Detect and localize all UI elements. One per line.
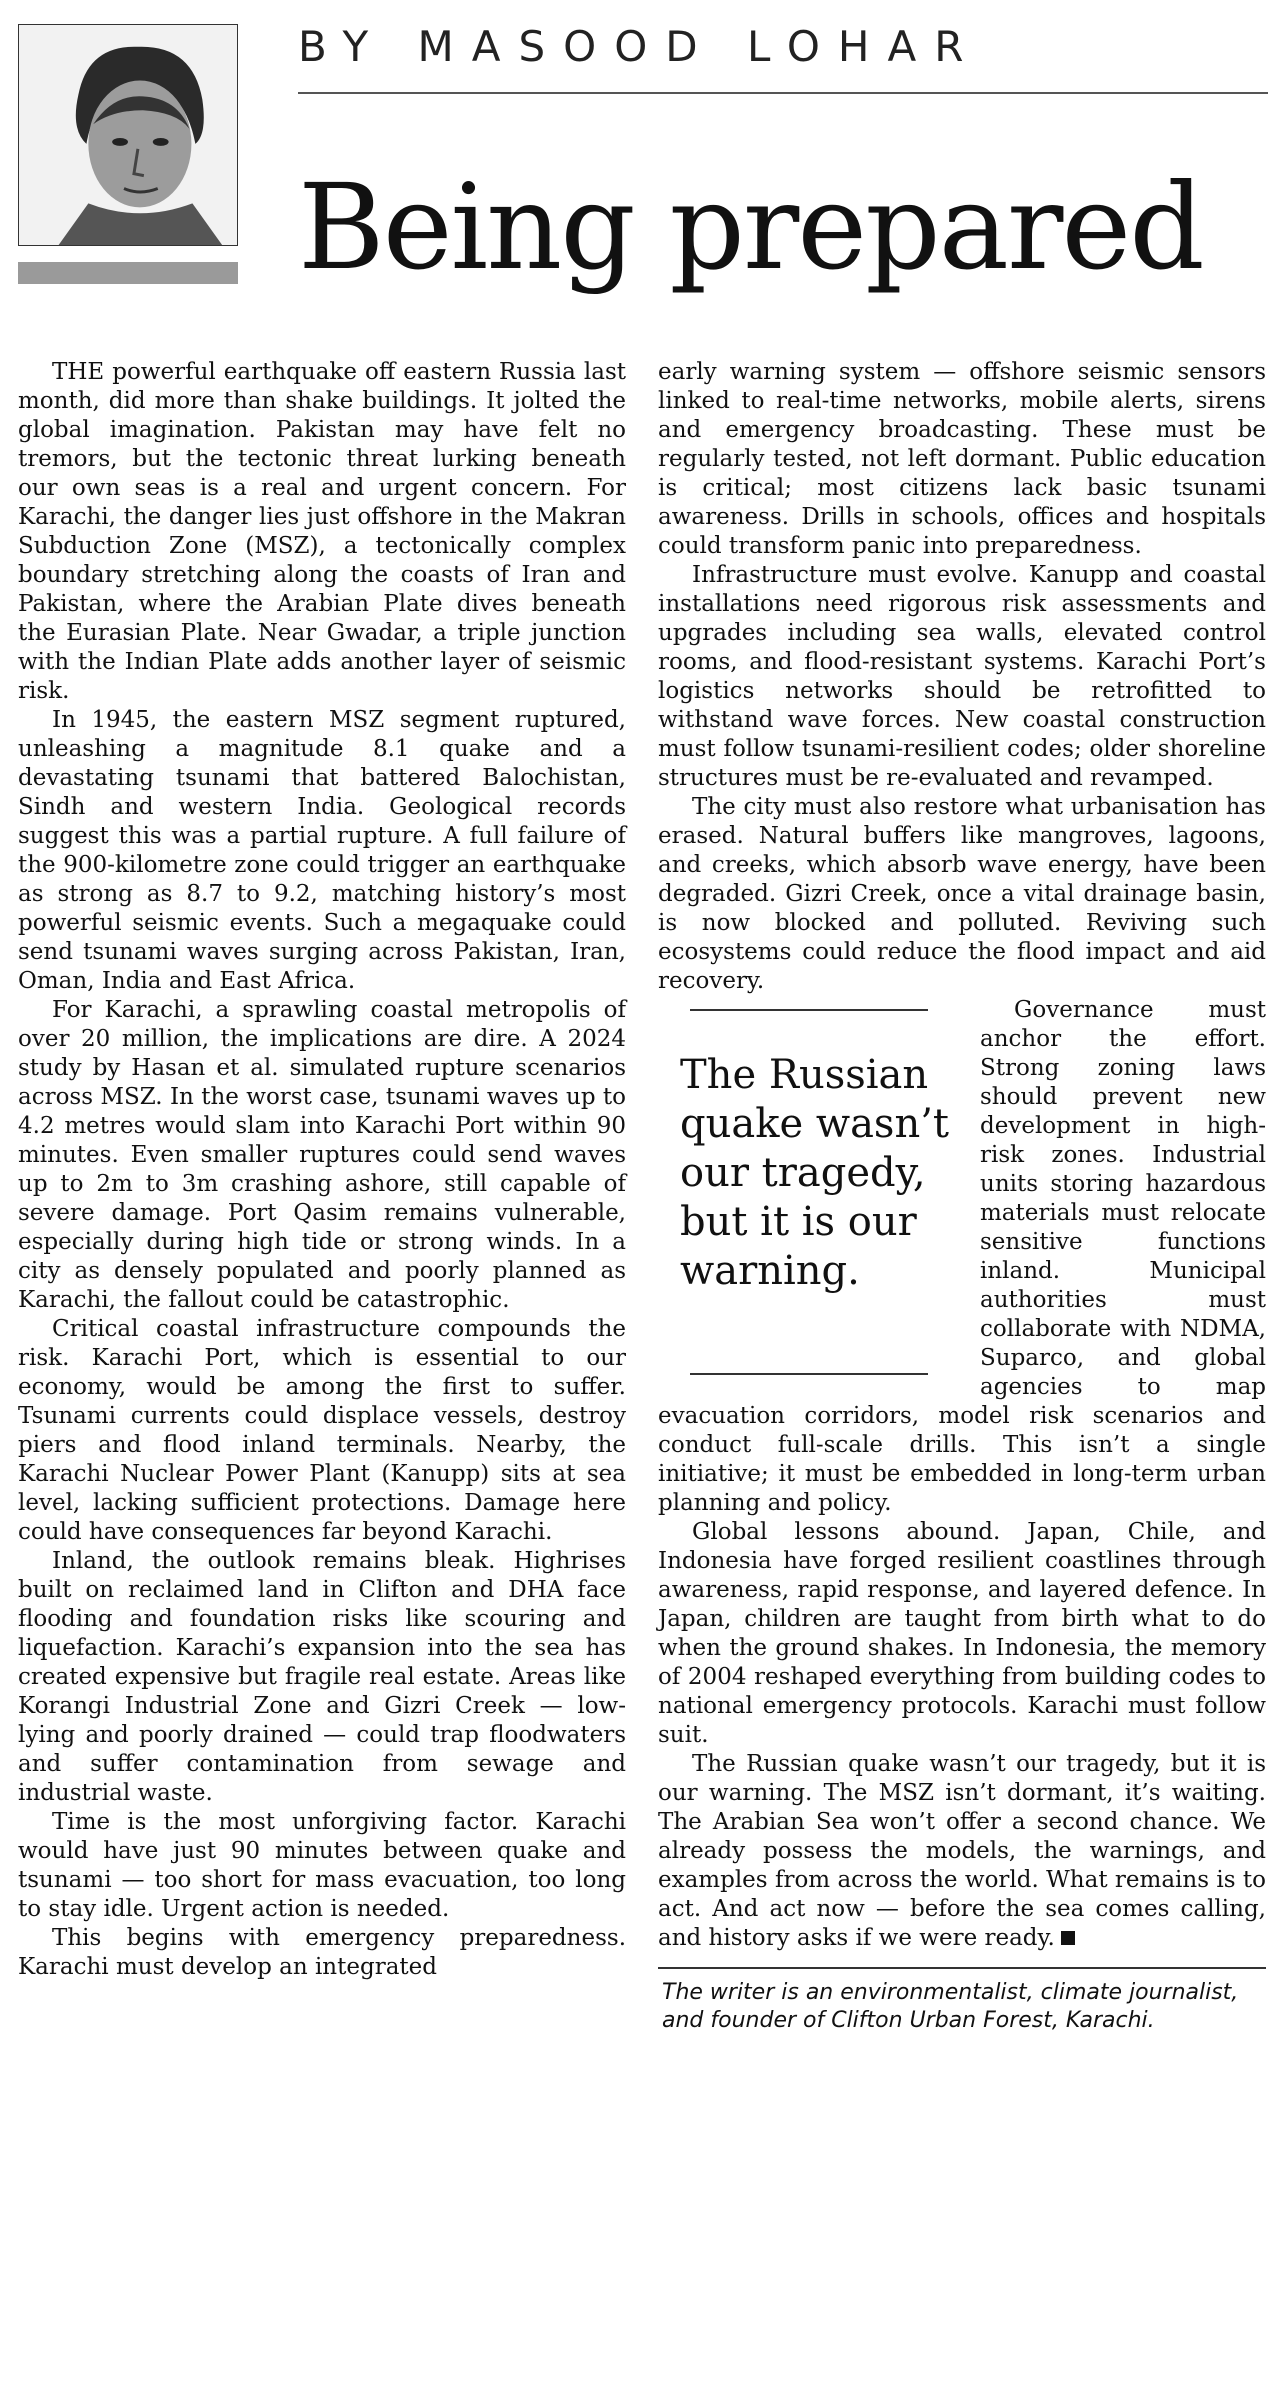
paragraph: Global lessons abound. Japan, Chile, and Indonesia have forged resilient coastlines through awareness, rapid response, and layered defence. In Japan, children are taught from birth what to do when the ground shakes. In Indonesia, the memory of 2004 reshaped everything from building codes to national emergency protocols. Karachi must follow suit. [658,1519,1266,1748]
pull-quote-rule-bottom [690,1373,928,1375]
photo-accent-bar [18,262,238,284]
pull-quote: The Russian quake wasn’t our tragedy, but it is our warning. [680,1052,950,1294]
paragraph: Infrastructure must evolve. Kanupp and coastal installations need rigorous risk assessments and upgrades including sea walls, elevated control rooms, and flood-resistant systems. Karachi Port’s logistics networks should be retrofitted to withstand wave forces. New coastal construction must follow tsunami-resilient codes; older shoreline structures must be re-evaluated and revamped. [658,562,1266,791]
paragraph: Time is the most unforgiving factor. Karachi would have just 90 minutes between quake and tsunami — too short for mass evacuation, too long to stay idle. Urgent action is needed. [18,1809,626,1922]
end-mark-icon [1061,1931,1075,1945]
paragraph: For Karachi, a sprawling coastal metropolis of over 20 million, the implications are dire. A 2024 study by Hasan et al. simulated rupture scenarios across MSZ. In the worst case, tsunami waves up to 4.2 metres would slam into Karachi Port within 90 minutes. Even smaller ruptures could send waves up to 2m to 3m crashing ashore, still capable of severe damage. Port Qasim remains vulnerable, especially during high tide or strong winds. In a city as densely populated and poorly planned as Karachi, the fallout could be catastrophic. [18,997,626,1313]
paragraph: Inland, the outlook remains bleak. Highrises built on reclaimed land in Clifton and DHA face flooding and foundation risks like scouring and liquefaction. Karachi’s expansion into the sea has created expensive but fragile real estate. Areas like Korangi Industrial Zone and Gizri Creek — low-lying and poorly drained — could trap floodwaters and suffer contamination from sewage and industrial waste. [18,1548,626,1806]
closing-paragraph-text: The Russian quake wasn’t our tragedy, but it is our warning. The MSZ isn’t dormant, it’s waiting. The Arabian Sea won’t offer a second chance. We already possess the models, the warnings, and examples from across the world. What remains is to act. And act now — before the sea comes calling, and history asks if we were ready. [658,1751,1266,1951]
paragraph: Critical coastal infrastructure compounds the risk. Karachi Port, which is essential to our economy, would be among the first to suffer. Tsunami currents could displace vessels, destroy piers and flood inland terminals. Nearby, the Karachi Nuclear Power Plant (Kanupp) sits at sea level, lacking sufficient protections. Damage here could have consequences far beyond Karachi. [18,1316,626,1545]
paragraph: Governance must anchor the effort. Strong zoning laws should prevent new development in high-risk zones. Industrial units storing hazardous materials must relocate sensitive functions inland. Municipal authorities must collaborate with NDMA, Suparco, and global agencies to map evacuation corridors, model risk scenarios and conduct full-scale drills. This isn’t a single initiative; it must be embedded in long-term urban planning and policy. [658,997,1266,1516]
article-column-left [18,358,626,1982]
author-portrait-icon [19,25,237,245]
writer-note-rule [658,1967,1266,1969]
paragraph: In 1945, the eastern MSZ segment ruptured, unleashing a magnitude 8.1 quake and a devastating tsunami that battered Balochistan, Sindh and western India. Geological records suggest this was a partial rupture. A full failure of the 900-kilometre zone could trigger an earthquake as strong as 8.7 to 9.2, matching history’s most powerful seismic events. Such a megaquake could send tsunami waves surging across Pakistan, Iran, Oman, India and East Africa. [18,707,626,994]
author-photo [18,24,238,246]
paragraph: THE powerful earthquake off eastern Russia last month, did more than shake buildings. It jolted the global imagination. Pakistan may have felt no tremors, but the tectonic threat lurking beneath our own seas is a real and urgent concern. For Karachi, the danger lies just offshore in the Makran Subduction Zone (MSZ), a tectonically complex boundary stretching along the coasts of Iran and Pakistan, where the Arabian Plate dives beneath the Eurasian Plate. Near Gwadar, a triple junction with the Indian Plate adds another layer of seismic risk. [18,359,626,704]
headline: Being prepared [298,158,1203,296]
paragraph [658,1750,1266,1953]
pull-quote-rule-top [690,1009,928,1011]
writer-note: The writer is an environmentalist, climate journalist, and founder of Clifton Urban Forest, Karachi. [662,1980,1239,2033]
pull-quote-box [658,1001,960,1383]
paragraph: This begins with emergency preparedness. Karachi must develop an integrated [18,1925,626,1980]
byline: BY MASOOD LOHAR [298,22,982,71]
article-column-right [658,358,1266,2035]
paragraph: The city must also restore what urbanisation has erased. Natural buffers like mangroves, lagoons, and creeks, which absorb wave energy, have been degraded. Gizri Creek, once a vital drainage basin, is now blocked and polluted. Reviving such ecosystems could reduce the flood impact and aid recovery. [658,794,1266,994]
paragraph: early warning system — offshore seismic sensors linked to real-time networks, mobile alerts, sirens and emergency broadcasting. These must be regularly tested, not left dormant. Public education is critical; most citizens lack basic tsunami awareness. Drills in schools, offices and hospitals could transform panic into preparedness. [658,359,1266,559]
byline-rule [298,92,1268,94]
